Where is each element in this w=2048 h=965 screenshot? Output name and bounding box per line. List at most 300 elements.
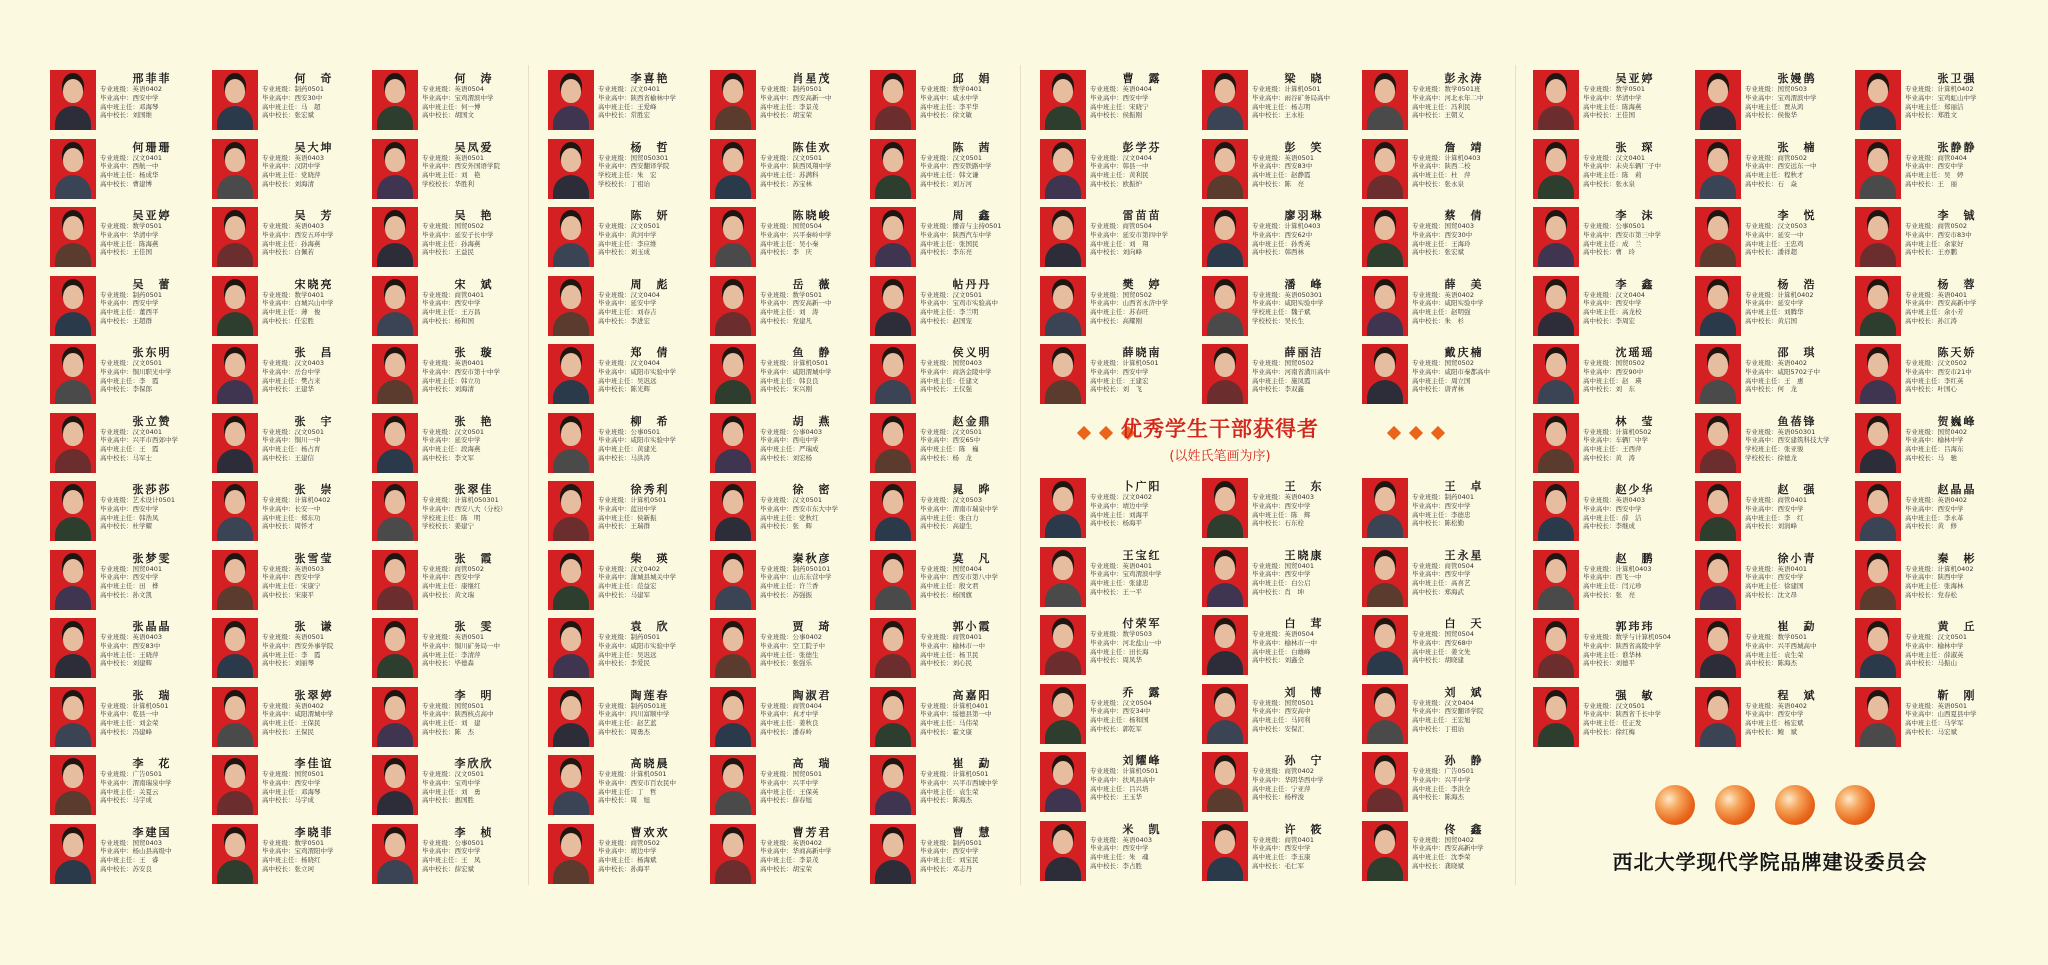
detail-line: 毕业高中：西安中学 [422,847,481,856]
student-details [760,770,865,805]
detail-line: 专业班级：汉文0501 [1905,633,1968,641]
portrait-head [1868,696,1888,720]
student-card [212,824,367,884]
student-name: 张立赞 [132,414,172,428]
detail-line: 专业班级：国贸0503 [1745,85,1808,93]
detail-line: 毕业高中：陕西二校 [1412,162,1471,171]
portrait-head [63,764,83,788]
detail-line: 高中班主任：杨海斌 [598,856,657,865]
student-photo [710,618,756,678]
student-photo [212,70,258,130]
detail-line: 毕业高中：兴平中学 [1412,775,1471,784]
portrait-head [723,285,743,309]
portrait-head [225,696,245,720]
portrait-body [1860,175,1896,199]
section-title: 优秀学生干部获得者 [1121,417,1319,441]
student-card [50,824,205,884]
student-photo [1362,752,1408,812]
student-photo [50,550,96,610]
student-name: 乔 露 [1122,685,1162,699]
detail-line: 专业班级：计算机0402 [1745,290,1814,299]
student-photo [870,481,916,541]
student-details [422,291,527,326]
portrait-body [875,723,911,747]
student-details [920,222,1025,257]
detail-line: 专业班级：数学0401 [920,85,983,93]
detail-line: 高中班主任：李 霞 [100,376,159,385]
student-name: 刘耀峰 [1122,754,1162,767]
portrait-body [55,243,91,267]
student-card [1695,70,1850,130]
student-photo [870,824,916,884]
detail-line: 专业班级：计算机0501 [598,770,667,778]
detail-line: 高中班主任：薛 洁 [1583,513,1642,522]
portrait-body [217,449,253,473]
student-card [1202,684,1357,744]
detail-line: 专业班级：国贸0501 [262,770,325,778]
portrait-head [723,148,743,172]
portrait-body [217,106,253,130]
detail-line: 毕业高中：绥德县第一中 [920,710,992,719]
student-details [1905,222,2010,257]
student-card [1695,276,1850,336]
student-card [1533,344,1688,404]
portrait-head [385,696,405,720]
detail-line: 专业班级：汉文0501 [1583,701,1646,710]
student-details [100,839,205,874]
student-card [710,207,865,267]
student-photo [372,139,418,199]
student-details [1090,359,1195,394]
student-card [372,755,527,815]
detail-line: 毕业高中：汉阴中学 [262,162,321,171]
detail-line: 专业班级：英语0501 [262,633,325,641]
detail-line: 高中校长：马宏斌 [1905,727,1957,736]
student-card [1695,139,1850,199]
detail-line: 高中校长：杨国旗 [920,590,972,599]
detail-line: 专业班级：计算机0501 [1090,359,1159,367]
student-card [1533,70,1688,130]
student-details [1252,767,1357,802]
student-name: 岳 薇 [792,277,832,291]
detail-line: 毕业高中：陕西汽车中学 [920,230,992,239]
student-photo [1202,547,1248,607]
detail-line: 高中班主任：殷文君 [920,582,979,591]
student-photo [870,550,916,610]
detail-line: 高中校长：唐青林 [1412,385,1464,394]
student-details [1583,428,1688,463]
detail-line: 高中班主任：任正发 [1583,719,1642,728]
detail-line: 毕业高中：西安中学 [1090,844,1149,853]
detail-line: 高中班主任：李 红 [1745,513,1804,522]
student-name: 邵 琪 [1777,346,1817,359]
portrait-body [55,723,91,747]
detail-line: 高中班主任：党晓萍 [262,171,321,180]
student-photo [1202,821,1248,881]
portrait-head [1546,216,1566,240]
detail-line: 高中班主任：康继红 [422,582,481,591]
portrait-body [377,654,413,678]
student-details [920,565,1025,600]
student-name: 王晓康 [1284,548,1324,562]
student-name: 何 涛 [454,72,494,85]
detail-line: 高中校长：王仪强 [920,385,972,394]
student-photo [1695,207,1741,267]
student-photo [1855,207,1901,267]
detail-line: 高中校长：张永泉 [1412,179,1464,188]
portrait-head [1215,79,1235,103]
detail-line: 毕业高中：咸阳渭城中学 [760,367,832,376]
detail-line: 高中班主任：张海林 [1905,582,1964,591]
detail-line: 高中校长：马宇成 [262,796,314,805]
student-details [100,85,205,120]
detail-line: 高中校长：高耀刚 [1090,316,1142,325]
portrait-head [1053,79,1073,103]
detail-line: 高中校长：李东亮 [920,248,972,257]
student-card [50,755,205,815]
portrait-head [1708,285,1728,309]
detail-line: 高中校长：陈 杰 [422,727,474,736]
detail-line: 高中校长：刘鑫全 [1252,656,1304,665]
detail-line: 高中班主任：马伟荣 [920,719,979,728]
portrait-head [561,490,581,514]
portrait-head [1215,353,1235,377]
student-details [1090,85,1195,120]
portrait-head [1215,624,1235,648]
portrait-body [377,860,413,884]
detail-line: 高中班主任：丁 哲 [598,787,657,796]
student-details [1090,222,1195,257]
student-name: 郭小霞 [952,620,992,633]
detail-line: 专业班级：国贸0401 [1252,561,1315,570]
detail-line: 毕业高中：西安外国语学院 [422,162,500,171]
detail-line: 毕业高中：咸阳市实验中学 [598,367,676,376]
detail-line: 高中班主任：沈季荣 [1412,853,1471,862]
student-name: 张 崇 [294,483,334,496]
detail-line: 高中校长：徐红梅 [1583,727,1635,736]
detail-line: 毕业高中：西安34中 [1090,707,1151,716]
student-card [1202,207,1357,267]
portrait-head [63,148,83,172]
detail-line: 毕业高中：未央车辆厂子中 [1583,162,1661,171]
student-photo [372,70,418,130]
portrait-head [883,696,903,720]
portrait-head [1708,422,1728,446]
student-card [1695,687,1850,747]
student-details [262,154,367,189]
detail-line: 高中班主任：李平华 [920,102,979,111]
detail-line: 毕业高中：西安中学 [1583,299,1642,308]
detail-line: 毕业高中：河北永年二中 [1412,93,1484,102]
student-details [262,702,367,737]
detail-line: 高中校长：王建华 [262,385,314,394]
detail-line: 高中校长：胡晓建 [1412,656,1464,665]
student-name: 张 昌 [294,346,334,359]
portrait-head [723,627,743,651]
detail-line: 专业班级：制药0501 [100,290,163,299]
portrait-body [1860,654,1896,678]
student-card [50,70,205,130]
detail-line: 专业班级：计算机0501 [598,496,667,504]
student-photo [1362,70,1408,130]
detail-line: 毕业高中：西安市第八中学 [920,573,998,582]
portrait-head [1868,285,1888,309]
detail-line: 高中班主任：侯新振 [598,513,657,522]
panel-divider [528,65,529,885]
detail-line: 专业班级：英语0403 [262,222,325,230]
detail-line: 高中班主任：王保英 [760,787,819,796]
detail-line: 高中班主任：韩良良 [760,376,819,385]
detail-line: 高中班主任：苏春旺 [1090,308,1149,317]
student-name: 彭学芬 [1122,140,1162,154]
detail-line: 毕业高中：铜川矿务局一中 [422,641,500,650]
student-name: 张莎莎 [132,483,172,496]
detail-line: 毕业高中：蒲城县城关中学 [598,573,676,582]
detail-line: 专业班级：计算机050301 [422,496,499,504]
student-details [1412,562,1517,597]
detail-line: 毕业高中：西安八大（分校） [422,504,507,513]
detail-line: 专业班级：数学0503 [1090,630,1153,638]
student-name: 张 雯 [454,620,494,633]
student-card [1695,550,1850,610]
detail-line: 专业班级：公事0402 [760,633,823,641]
detail-line: 学校校长：华胜利 [422,179,474,188]
student-name: 张 璇 [454,346,494,359]
detail-line: 毕业高中：西安中学 [1252,844,1311,853]
detail-line: 高中校长：肖 坤 [1252,587,1304,596]
student-name: 张 艳 [454,414,494,428]
portrait-body [875,791,911,815]
student-name: 杨 蓉 [1937,277,1977,291]
student-name: 李 桢 [454,825,494,839]
detail-line: 高中校长：李进宏 [598,316,650,325]
portrait-head [1708,627,1728,651]
detail-line: 专业班级：汉文0404 [1090,153,1153,162]
student-card [548,618,703,678]
portrait-head [63,79,83,103]
student-card [548,824,703,884]
detail-line: 毕业高中：宝鸡虹山中学 [1905,93,1977,102]
detail-line: 毕业高中：宝鸡渭滨中学 [1745,93,1817,102]
detail-line: 专业班级：商管0404 [760,701,823,710]
student-details [1412,699,1517,734]
portrait-head [1375,216,1395,240]
portrait-body [715,106,751,130]
detail-line: 专业班级：数学0501 [262,838,325,847]
detail-line: 专业班级：商管0502 [598,838,661,847]
student-details [598,633,703,668]
portrait-head [1868,559,1888,583]
portrait-head [385,353,405,377]
student-photo [1695,276,1741,336]
student-card [212,344,367,404]
detail-line: 毕业高中：咸阳市实验中学 [598,436,676,445]
student-name: 潘 峰 [1284,277,1324,291]
student-photo [870,139,916,199]
detail-line: 高中班主任：孙秀英 [1252,239,1311,248]
student-card [1855,344,2010,404]
student-details [1412,493,1517,528]
student-name: 薛丽洁 [1284,346,1324,359]
student-card [212,413,367,473]
student-details [1252,222,1357,257]
student-card [1855,481,2010,541]
student-details [1412,767,1517,802]
student-photo [548,755,594,815]
detail-line: 毕业高中：西安外事学院 [262,641,334,650]
portrait-body [1207,583,1243,607]
portrait-body [715,380,751,404]
student-photo [1362,821,1408,881]
student-name: 张晶晶 [132,620,172,633]
student-name: 高 瑞 [792,757,832,770]
portrait-head [1375,624,1395,648]
student-name: 柳 希 [630,414,670,428]
student-details [1090,291,1195,326]
portrait-body [1538,723,1574,747]
portrait-body [1367,312,1403,336]
portrait-head [1708,490,1728,514]
detail-line: 高中班主任：韩文谦 [920,171,979,180]
student-card [50,687,205,747]
student-details [422,702,527,737]
portrait-body [553,243,589,267]
portrait-body [1700,586,1736,610]
student-card [1533,207,1688,267]
student-card [870,550,1025,610]
student-photo [372,344,418,404]
detail-line: 高中班主任：杨卫民 [920,650,979,659]
detail-line: 专业班级：国贸050301 [598,153,669,162]
detail-line: 高中班主任：田长海 [1090,647,1149,656]
portrait-body [1367,651,1403,675]
detail-line: 高中班主任：邓海琴 [262,787,321,796]
student-photo [710,276,756,336]
detail-line: 毕业高中：白城兴山中学 [262,299,334,308]
student-name: 鱼 静 [792,346,832,359]
detail-line: 毕业高中：西航一中 [100,162,159,171]
detail-line: 学校校长：徐德龙 [1745,453,1797,462]
portrait-head [1215,761,1235,785]
student-photo [870,687,916,747]
student-card [1533,618,1688,678]
student-details [760,154,865,189]
detail-line: 专业班级：制药0401 [1412,493,1475,501]
student-photo [1202,276,1248,336]
detail-line: 毕业高中：西安市第十中学 [422,367,500,376]
student-name: 张卫强 [1937,72,1977,85]
detail-line: 专业班级：制药0501班 [598,701,667,710]
portrait-body [377,723,413,747]
student-details [100,291,205,326]
detail-line: 高中校长：潘春岭 [760,727,812,736]
student-details [1745,565,1850,600]
portrait-body [217,380,253,404]
portrait-body [1367,243,1403,267]
student-photo [1362,547,1408,607]
student-card [1202,276,1357,336]
section-diamonds-right [1383,423,1449,442]
detail-line: 毕业高中：西安中学 [422,299,481,308]
detail-line: 学校班主任：陈 明 [422,513,481,522]
detail-line: 专业班级：英语0402 [1745,701,1808,710]
detail-line: 专业班级：汉文0501 [760,496,823,504]
detail-line: 高中校长：杜学耀 [100,522,152,531]
portrait-body [1538,449,1574,473]
portrait-body [1367,788,1403,812]
portrait-body [1367,106,1403,130]
portrait-head [723,559,743,583]
student-photo [1533,481,1579,541]
student-name: 蔡 倩 [1444,209,1484,222]
detail-line: 高中班主任：刘海平 [1090,510,1149,519]
detail-line: 高中班主任：马 超 [262,102,321,111]
detail-line: 专业班级：制药0501 [760,85,823,93]
detail-line: 专业班级：计算机0501 [100,701,169,710]
detail-line: 高中校长：陈光辉 [598,385,650,394]
detail-line: 毕业高中：西安83中 [100,641,161,650]
detail-line: 专业班级：计算机0401 [920,701,989,710]
detail-line: 专业班级：汉文0401 [100,427,163,436]
detail-line: 毕业高中：兴平秦岭中学 [760,230,832,239]
detail-line: 高中班主任：任建文 [920,376,979,385]
student-card [1533,276,1688,336]
detail-line: 高中校长：黄 修 [1905,522,1957,531]
detail-line: 高中校长：邓志丹 [920,864,972,873]
student-photo [870,344,916,404]
detail-line: 高中班主任：吕兴培 [1090,784,1149,793]
student-card [1855,618,2010,678]
detail-line: 高中班主任：段海燕 [422,445,481,454]
portrait-body [217,791,253,815]
student-details [1905,359,2010,394]
student-name: 胡 燕 [792,414,832,428]
detail-line: 高中班主任：李景茂 [760,102,819,111]
student-photo [870,413,916,473]
student-photo [1362,276,1408,336]
portrait-body [1860,723,1896,747]
detail-line: 专业班级：英语0504 [422,85,485,93]
detail-line: 高中班主任：范益宏 [598,582,657,591]
detail-line: 高中校长：何 龙 [1745,385,1797,394]
student-card [1202,752,1357,812]
student-name: 梁 晓 [1284,72,1324,85]
detail-line: 高中校长：赵国宠 [920,316,972,325]
detail-line: 高中班主任：关夏云 [100,787,159,796]
detail-line: 专业班级：汉文0402 [1090,493,1153,501]
detail-line: 毕业高中：西安30中 [262,93,323,102]
portrait-body [377,312,413,336]
detail-line: 毕业高中：兴平市西城中学 [920,778,998,787]
detail-line: 高中班主任：董西平 [100,308,159,317]
student-name: 陶淑君 [792,688,832,702]
student-photo [1362,207,1408,267]
portrait-head [1546,148,1566,172]
student-name: 彭 笑 [1284,140,1324,154]
student-name: 崔 勐 [952,757,992,770]
portrait-head [1546,627,1566,651]
student-details [1583,291,1688,326]
portrait-body [715,517,751,541]
portrait-head [63,833,83,857]
detail-line: 专业班级：国贸0502 [1252,359,1315,367]
detail-line: 毕业高中：兴平西城高中 [1745,641,1817,650]
student-details [100,154,205,189]
portrait-head [385,490,405,514]
student-card [1202,547,1357,607]
student-card [710,755,865,815]
student-name: 张 宇 [294,414,334,428]
